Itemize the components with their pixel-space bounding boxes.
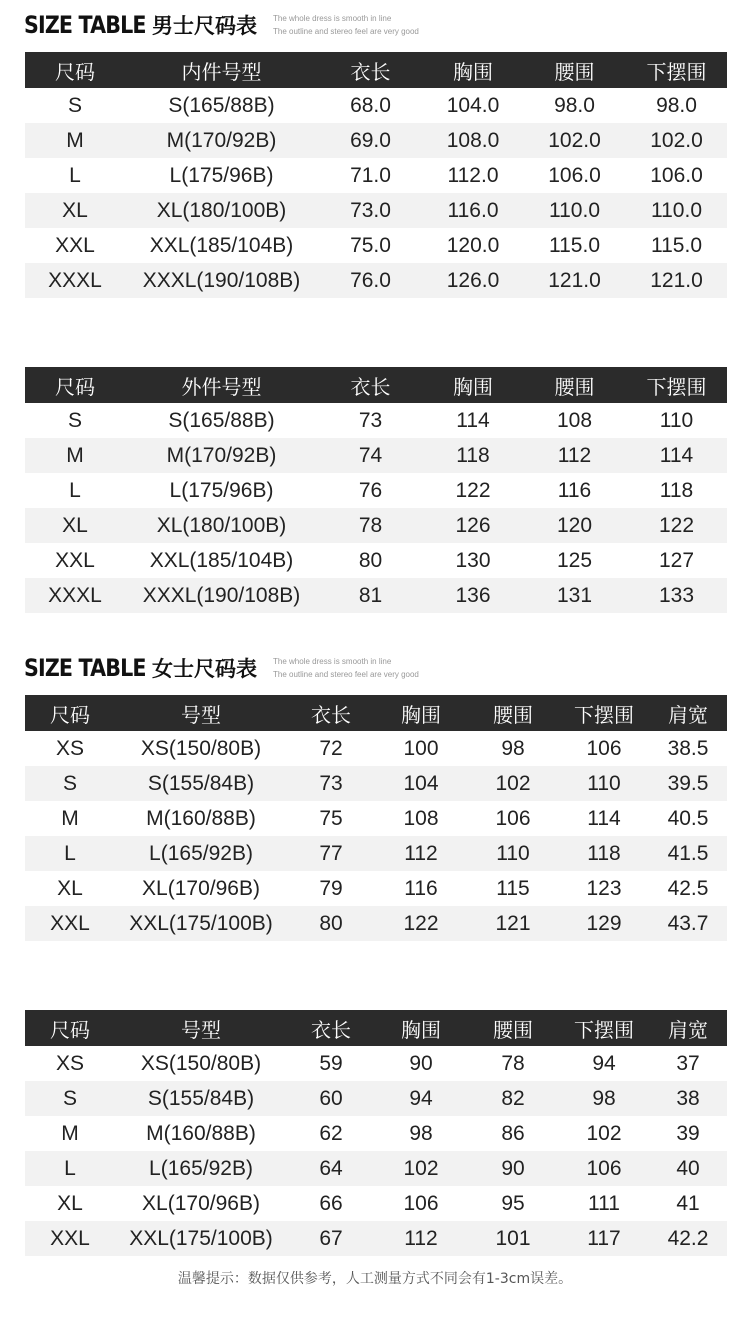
table-cell: 64: [287, 1151, 375, 1186]
column-header: 肩宽: [649, 695, 727, 731]
table-cell: 121.0: [523, 263, 626, 298]
table-cell: 69.0: [318, 123, 423, 158]
table-cell: 112: [375, 1221, 467, 1256]
table-cell: 102.0: [523, 123, 626, 158]
table-cell: 115.0: [523, 228, 626, 263]
women-size-table-2: [25, 1010, 727, 1256]
table-cell: 102: [375, 1151, 467, 1186]
table-row: [25, 836, 727, 871]
table-cell: XL(180/100B): [125, 193, 318, 228]
table-cell: XXL(185/104B): [125, 228, 318, 263]
table-row: [25, 438, 727, 473]
table-cell: S(165/88B): [125, 88, 318, 123]
table-row: [25, 1116, 727, 1151]
table-row: [25, 193, 727, 228]
table-cell: 110: [626, 403, 727, 438]
table-cell: 120.0: [423, 228, 523, 263]
column-header: 尺码: [25, 1010, 115, 1046]
table-cell: 41: [649, 1186, 727, 1221]
table-cell: 98.0: [523, 88, 626, 123]
table-cell: 106: [559, 731, 649, 766]
table-row: [25, 766, 727, 801]
table-cell: XL: [25, 871, 115, 906]
table-row: [25, 906, 727, 941]
table-cell: 117: [559, 1221, 649, 1256]
table-cell: 125: [523, 543, 626, 578]
table-cell: XXL(175/100B): [115, 1221, 287, 1256]
column-header: 尺码: [25, 695, 115, 731]
table-cell: 116.0: [423, 193, 523, 228]
table-cell: 40.5: [649, 801, 727, 836]
table-cell: 79: [287, 871, 375, 906]
table-cell: 73: [287, 766, 375, 801]
table-cell: 131: [523, 578, 626, 613]
table-cell: 75: [287, 801, 375, 836]
table-cell: 68.0: [318, 88, 423, 123]
table-cell: 72: [287, 731, 375, 766]
table-cell: 115: [467, 871, 559, 906]
table-header-row: [25, 367, 727, 403]
table-cell: 38: [649, 1081, 727, 1116]
table-cell: 102: [559, 1116, 649, 1151]
column-header: 腰围: [523, 52, 626, 88]
table-cell: 67: [287, 1221, 375, 1256]
table-cell: XL: [25, 193, 125, 228]
column-header: 下摆围: [559, 1010, 649, 1046]
men-cn-title: 男士尺码表: [152, 14, 257, 38]
table-cell: XL(170/96B): [115, 1186, 287, 1221]
table-row: [25, 1046, 727, 1081]
table-cell: 101: [467, 1221, 559, 1256]
table-row: [25, 1081, 727, 1116]
table-cell: M: [25, 801, 115, 836]
column-header: 衣长: [287, 1010, 375, 1046]
women-section-header: [24, 648, 419, 688]
table-cell: 122: [626, 508, 727, 543]
table-row: [25, 123, 727, 158]
table-cell: XL: [25, 508, 125, 543]
table-cell: 112: [375, 836, 467, 871]
column-header: 下摆围: [626, 52, 727, 88]
table-cell: S(165/88B): [125, 403, 318, 438]
table-cell: M: [25, 1116, 115, 1151]
table-cell: 121.0: [626, 263, 727, 298]
table-cell: XXL(175/100B): [115, 906, 287, 941]
table-cell: 130: [423, 543, 523, 578]
table-cell: 62: [287, 1116, 375, 1151]
table-cell: 108: [375, 801, 467, 836]
table-cell: M: [25, 438, 125, 473]
table-cell: 39: [649, 1116, 727, 1151]
women-en-title: SIZE TABLE: [24, 654, 146, 682]
table-cell: M(160/88B): [115, 1116, 287, 1151]
table-row: [25, 1221, 727, 1256]
table-cell: 71.0: [318, 158, 423, 193]
table-cell: 82: [467, 1081, 559, 1116]
table-cell: M: [25, 123, 125, 158]
table-cell: M(170/92B): [125, 123, 318, 158]
table-cell: 74: [318, 438, 423, 473]
table-row: [25, 403, 727, 438]
table-cell: 76: [318, 473, 423, 508]
table-cell: 60: [287, 1081, 375, 1116]
column-header: 号型: [115, 695, 287, 731]
table-cell: S: [25, 1081, 115, 1116]
table-cell: XS: [25, 1046, 115, 1081]
table-cell: 98: [375, 1116, 467, 1151]
table-cell: L: [25, 1151, 115, 1186]
men-en-title: SIZE TABLE: [24, 11, 146, 39]
table-cell: 90: [375, 1046, 467, 1081]
table-cell: L(175/96B): [125, 158, 318, 193]
table-row: [25, 871, 727, 906]
table-cell: 120: [523, 508, 626, 543]
column-header: 外件号型: [125, 367, 318, 403]
table-cell: XS: [25, 731, 115, 766]
table-cell: XXXL: [25, 263, 125, 298]
table-cell: L: [25, 158, 125, 193]
table-cell: M(160/88B): [115, 801, 287, 836]
table-cell: 41.5: [649, 836, 727, 871]
table-cell: 106.0: [523, 158, 626, 193]
table-cell: XL: [25, 1186, 115, 1221]
table-cell: 114: [626, 438, 727, 473]
table-cell: XXL(185/104B): [125, 543, 318, 578]
table-row: [25, 731, 727, 766]
table-row: [25, 228, 727, 263]
table-row: [25, 801, 727, 836]
table-cell: XXL: [25, 1221, 115, 1256]
table-row: [25, 473, 727, 508]
table-cell: 78: [318, 508, 423, 543]
column-header: 胸围: [375, 1010, 467, 1046]
table-cell: S(155/84B): [115, 1081, 287, 1116]
table-cell: S: [25, 766, 115, 801]
table-cell: L: [25, 836, 115, 871]
table-cell: 102: [467, 766, 559, 801]
table-cell: 110: [559, 766, 649, 801]
table-cell: XXXL(190/108B): [125, 578, 318, 613]
table-cell: 106: [467, 801, 559, 836]
table-cell: 114: [423, 403, 523, 438]
column-header: 腰围: [467, 1010, 559, 1046]
table-cell: 98: [559, 1081, 649, 1116]
table-cell: L(165/92B): [115, 836, 287, 871]
column-header: 衣长: [287, 695, 375, 731]
table-row: [25, 88, 727, 123]
table-cell: 129: [559, 906, 649, 941]
table-cell: 73: [318, 403, 423, 438]
table-cell: 118: [626, 473, 727, 508]
table-cell: 73.0: [318, 193, 423, 228]
table-cell: 118: [559, 836, 649, 871]
table-cell: S(155/84B): [115, 766, 287, 801]
table-cell: 80: [318, 543, 423, 578]
table-cell: L(165/92B): [115, 1151, 287, 1186]
table-cell: 102.0: [626, 123, 727, 158]
table-row: [25, 508, 727, 543]
column-header: 尺码: [25, 367, 125, 403]
men-inner-size-table: [25, 52, 727, 298]
table-cell: 94: [375, 1081, 467, 1116]
column-header: 胸围: [423, 52, 523, 88]
column-header: 腰围: [523, 367, 626, 403]
column-header: 胸围: [423, 367, 523, 403]
column-header: 腰围: [467, 695, 559, 731]
table-cell: 116: [523, 473, 626, 508]
table-cell: 111: [559, 1186, 649, 1221]
table-cell: 133: [626, 578, 727, 613]
table-cell: 95: [467, 1186, 559, 1221]
table-cell: 112: [523, 438, 626, 473]
table-row: [25, 578, 727, 613]
table-cell: 90: [467, 1151, 559, 1186]
table-cell: XXXL(190/108B): [125, 263, 318, 298]
column-header: 下摆围: [559, 695, 649, 731]
table-cell: 104.0: [423, 88, 523, 123]
table-header-row: [25, 52, 727, 88]
women-subtitle: [273, 655, 419, 681]
table-cell: 40: [649, 1151, 727, 1186]
table-cell: 106: [375, 1186, 467, 1221]
table-row: [25, 543, 727, 578]
table-cell: 43.7: [649, 906, 727, 941]
table-cell: 126: [423, 508, 523, 543]
table-cell: 38.5: [649, 731, 727, 766]
table-cell: 114: [559, 801, 649, 836]
table-cell: 39.5: [649, 766, 727, 801]
column-header: 号型: [115, 1010, 287, 1046]
table-cell: M(170/92B): [125, 438, 318, 473]
table-cell: 80: [287, 906, 375, 941]
table-row: [25, 158, 727, 193]
table-cell: 121: [467, 906, 559, 941]
women-subtitle-line2: The outline and stereo feel are very good: [273, 670, 419, 679]
column-header: 胸围: [375, 695, 467, 731]
table-cell: 59: [287, 1046, 375, 1081]
table-row: [25, 263, 727, 298]
table-cell: 77: [287, 836, 375, 871]
table-cell: 81: [318, 578, 423, 613]
table-cell: XL(180/100B): [125, 508, 318, 543]
table-cell: 106: [559, 1151, 649, 1186]
men-subtitle-line1: The whole dress is smooth in line: [273, 14, 392, 23]
women-size-table-1: [25, 695, 727, 941]
table-cell: XXL: [25, 906, 115, 941]
women-subtitle-line1: The whole dress is smooth in line: [273, 657, 392, 666]
table-header-row: [25, 695, 727, 731]
women-cn-title: 女士尺码表: [152, 657, 257, 681]
table-cell: 126.0: [423, 263, 523, 298]
table-cell: 115.0: [626, 228, 727, 263]
table-cell: 78: [467, 1046, 559, 1081]
table-cell: XL(170/96B): [115, 871, 287, 906]
men-subtitle: [273, 12, 419, 38]
table-cell: 106.0: [626, 158, 727, 193]
table-cell: XS(150/80B): [115, 731, 287, 766]
table-cell: 86: [467, 1116, 559, 1151]
column-header: 下摆围: [626, 367, 727, 403]
table-cell: 104: [375, 766, 467, 801]
table-cell: 136: [423, 578, 523, 613]
table-cell: 122: [423, 473, 523, 508]
table-row: [25, 1186, 727, 1221]
table-cell: 127: [626, 543, 727, 578]
table-cell: XXL: [25, 228, 125, 263]
table-cell: 123: [559, 871, 649, 906]
table-cell: 110.0: [523, 193, 626, 228]
table-cell: 42.5: [649, 871, 727, 906]
table-cell: XXL: [25, 543, 125, 578]
table-cell: 42.2: [649, 1221, 727, 1256]
table-cell: 66: [287, 1186, 375, 1221]
table-cell: 108.0: [423, 123, 523, 158]
table-cell: 116: [375, 871, 467, 906]
table-cell: 75.0: [318, 228, 423, 263]
column-header: 尺码: [25, 52, 125, 88]
table-cell: XS(150/80B): [115, 1046, 287, 1081]
table-cell: 98.0: [626, 88, 727, 123]
table-cell: L: [25, 473, 125, 508]
men-subtitle-line2: The outline and stereo feel are very good: [273, 27, 419, 36]
table-cell: 110: [467, 836, 559, 871]
table-cell: 94: [559, 1046, 649, 1081]
table-cell: 98: [467, 731, 559, 766]
table-row: [25, 1151, 727, 1186]
table-cell: S: [25, 403, 125, 438]
column-header: 内件号型: [125, 52, 318, 88]
table-cell: XXXL: [25, 578, 125, 613]
table-cell: 76.0: [318, 263, 423, 298]
table-cell: 112.0: [423, 158, 523, 193]
table-cell: 118: [423, 438, 523, 473]
table-cell: 122: [375, 906, 467, 941]
table-cell: L(175/96B): [125, 473, 318, 508]
table-cell: 100: [375, 731, 467, 766]
measurement-note: 温馨提示：数据仅供参考，人工测量方式不同会有1-3cm误差。: [177, 1271, 573, 1287]
men-section-header: [24, 5, 419, 45]
men-outer-size-table: [25, 367, 727, 613]
table-header-row: [25, 1010, 727, 1046]
column-header: 衣长: [318, 52, 423, 88]
table-cell: 108: [523, 403, 626, 438]
column-header: 衣长: [318, 367, 423, 403]
table-cell: 110.0: [626, 193, 727, 228]
column-header: 肩宽: [649, 1010, 727, 1046]
table-cell: S: [25, 88, 125, 123]
table-cell: 37: [649, 1046, 727, 1081]
